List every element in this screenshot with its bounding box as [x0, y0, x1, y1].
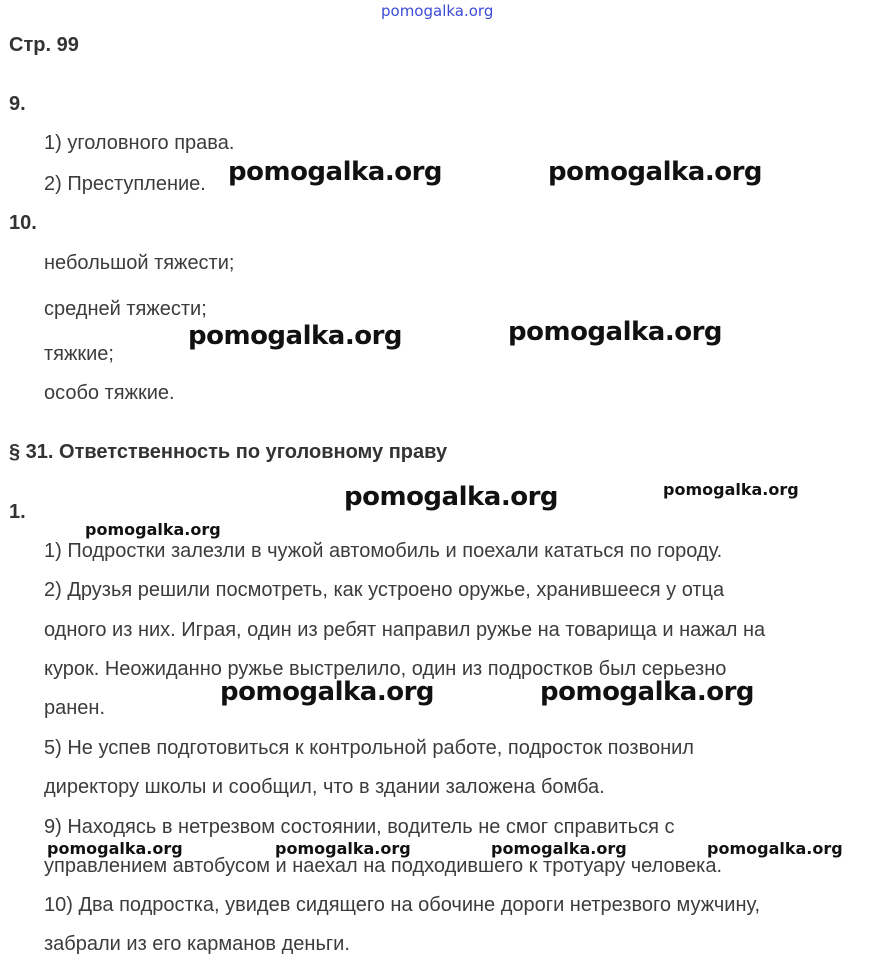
watermark: pomogalka.org [275, 839, 411, 858]
watermark: pomogalka.org [508, 317, 723, 347]
top-watermark: pomogalka.org [381, 2, 494, 20]
question-1-number: 1. [9, 501, 26, 523]
watermark: pomogalka.org [85, 520, 221, 539]
section-heading: § 31. Ответственность по уголовному праву [9, 441, 448, 463]
watermark: pomogalka.org [707, 839, 843, 858]
question-10-item-2: средней тяжести; [44, 298, 207, 320]
watermark: pomogalka.org [228, 157, 443, 187]
watermark: pomogalka.org [344, 482, 559, 512]
question-10-item-1: небольшой тяжести; [44, 252, 235, 274]
question-9-answer-2: 2) Преступление. [44, 173, 206, 195]
watermark: pomogalka.org [220, 677, 435, 707]
answer-line: управлением автобусом и наехал на подходившего к тротуару человека. [44, 855, 723, 877]
watermark: pomogalka.org [188, 321, 403, 351]
question-10-number: 10. [9, 212, 37, 234]
answer-line: директору школы и сообщил, что в здании заложена бомба. [44, 776, 605, 798]
watermark: pomogalka.org [491, 839, 627, 858]
answer-line: 2) Друзья решили посмотреть, как устроено оружье, хранившееся у отца [44, 579, 725, 601]
watermark: pomogalka.org [548, 157, 763, 187]
question-10-item-4: особо тяжкие. [44, 382, 175, 404]
watermark: pomogalka.org [47, 839, 183, 858]
answer-line: одного из них. Играя, один из ребят направил ружье на товарища и нажал на [44, 619, 766, 641]
answer-line: забрали из его карманов деньги. [44, 933, 350, 955]
question-10-item-3: тяжкие; [44, 343, 114, 365]
question-9-number: 9. [9, 93, 26, 115]
answer-line: ранен. [44, 697, 106, 719]
answer-line: 10) Два подростка, увидев сидящего на обочине дороги нетрезвого мужчину, [44, 894, 761, 916]
answer-line: курок. Неожиданно ружье выстрелило, один из подростков был серьезно [44, 658, 727, 680]
question-9-answer-1: 1) уголовного права. [44, 132, 235, 154]
answer-line: 5) Не успев подготовиться к контрольной работе, подросток позвонил [44, 737, 694, 759]
page-number: Стр. 99 [9, 34, 79, 56]
watermark: pomogalka.org [663, 480, 799, 499]
answer-line: 9) Находясь в нетрезвом состоянии, водитель не смог справиться с [44, 816, 675, 838]
watermark: pomogalka.org [540, 677, 755, 707]
answer-line: 1) Подростки залезли в чужой автомобиль и поехали кататься по городу. [44, 540, 723, 562]
